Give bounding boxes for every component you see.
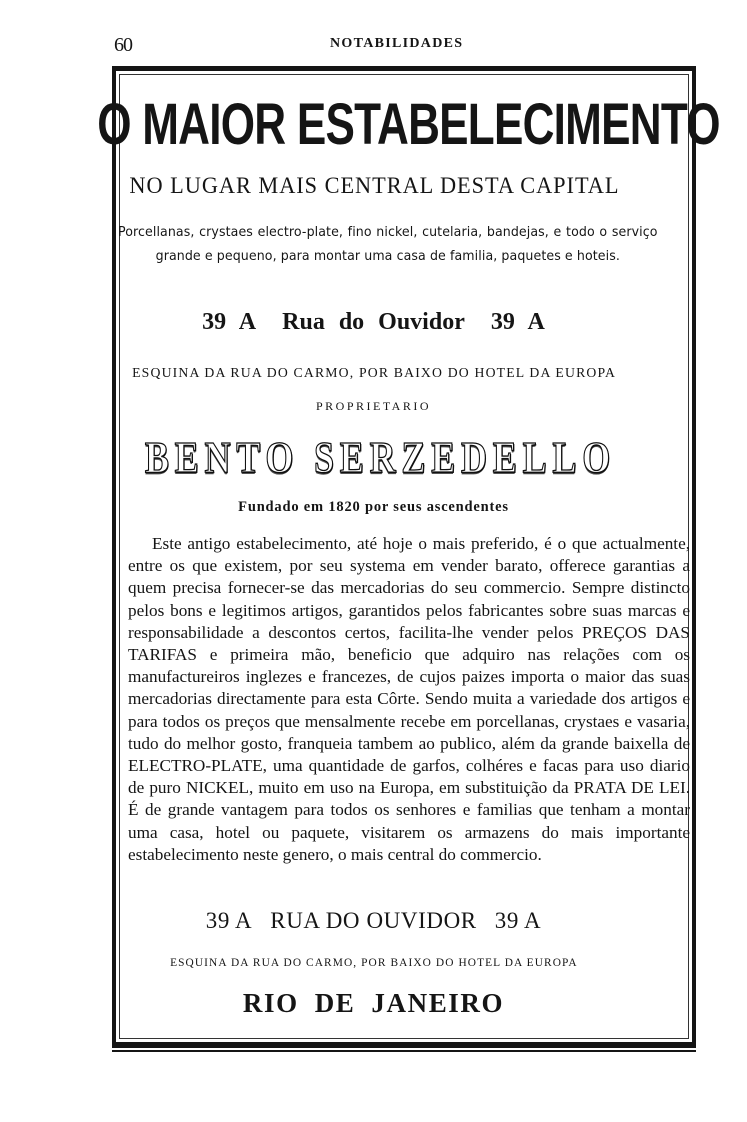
city-word-de: DE: [314, 988, 356, 1018]
page-number: 60: [114, 34, 132, 56]
city-word-janeiro: JANEIRO: [371, 988, 505, 1018]
city-name: [0, 988, 747, 1019]
street-number-right: 39 A: [490, 309, 545, 335]
founded-line: Fundado em 1820 por seus ascendentes: [238, 499, 509, 515]
footer-street-name: RUA DO OUVIDOR: [270, 908, 477, 933]
footer-street-number-right: 39 A: [494, 908, 542, 933]
proprietor-label: PROPRIETARIO: [315, 399, 432, 413]
street-name: Rua do Ouvidor: [282, 309, 465, 335]
city-word-rio: RIO: [242, 988, 299, 1018]
footer-corner-location: ESQUINA DA RUA DO CARMO, POR BAIXO DO HOTEL DA EUROPA: [170, 957, 578, 969]
product-list-paragraph: Porcellanas, crystaes electro-plate, fino nickel, cutelaria, bandejas, e todo o serviço grande e pequeno, para montar uma casa de familia, paquetes e hoteis.: [118, 225, 658, 264]
street-address: [0, 309, 747, 336]
street-number-left: 39 A: [202, 309, 257, 335]
footer-street-address: [0, 908, 747, 934]
corner-location: ESQUINA DA RUA DO CARMO, POR BAIXO DO HOTEL DA EUROPA: [132, 366, 617, 381]
advert-body-paragraph: Este antigo estabelecimento, até hoje o mais preferido, é o que actualmente, entre os que existem, por seu systema em vender barato, offerece garantias a quem precisa fornecer-se das mercadorias do seu commercio. Sempre distincto pelos bons e legitimos artigos, garantidos pelos fabricantes sobre suas marcas e responsabilidade a descontos certos, facilita-lhe vender pelos PREÇOS DAS TARIFAS e primeira mão, beneficio que adquiro nas relações com os manufactureiros inglezes e francezes, de cujos paizes importa o maior das suas mercadorias directamente para esta Côrte. Sendo muita a variedade dos artigos e para todos os preços que mensalmente recebe em porcellanas, crystaes e vasaria, tudo do melhor gosto, franqueia tambem ao publico, além da grande baixella de ELECTRO-PLATE, uma quantidade de garfos, colhéres e facas para uso diario de puro NICKEL, muito em uso na Europa, em substituição da PRATA DE LEI. É de grande vantagem para todos os senhores e familias que tenham a montar uma casa, hotel ou paquete, visitarem os armazens do mais importante estabelecimento neste genero, o mais central do commercio.: [128, 534, 690, 864]
advert-subheadline: NO LUGAR MAIS CENTRAL DESTA CAPITAL: [129, 173, 620, 198]
advert-headline: O MAIOR ESTABELECIMENTO: [97, 92, 720, 157]
footer-street-number-left: 39 A: [205, 908, 253, 933]
bottom-rule: [112, 1050, 696, 1052]
proprietor-name: BENTO SERZEDELLO: [144, 433, 617, 482]
running-head: NOTABILIDADES: [330, 36, 464, 51]
